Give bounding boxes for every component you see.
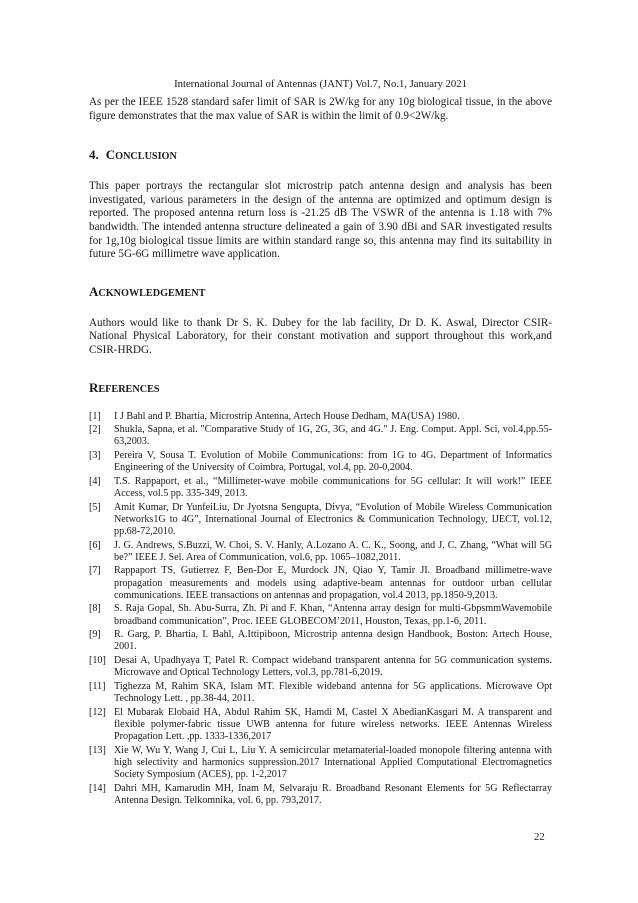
reference-text: I J Bahl and P. Bhartia, Microstrip Antenna, Artech House Dedham, MA(USA) 1980. [114, 410, 460, 422]
reference-item [89, 424, 552, 448]
conclusion-heading [89, 147, 552, 165]
references-title-rest: EFERENCES [98, 383, 160, 395]
acknowledgement-heading [89, 284, 552, 302]
reference-number: [1] [89, 410, 101, 422]
reference-text: Xie W, Wu Y, Wang J, Cui L, Liu Y. A semicircular metamaterial-loaded monopole filtering antenna with high selectivity and harmonics suppression.2017 International Applied Computational Electromagnetics Society Symposium (ACES), pp. 1-2,2017 [114, 744, 552, 780]
reference-text: Pereira V, Sousa T. Evolution of Mobile Communications: from 1G to 4G. Department of Informatics Engineering of the University of Coimbra, Portugal, vol.4, pp. 20-0,2004. [114, 450, 552, 474]
intro-paragraph: As per the IEEE 1528 standard safer limit of SAR is 2W/kg for any 10g biological tissue, in the above figure demonstrates that the max value of SAR is within the limit of 0.9<2W/kg. [89, 96, 552, 122]
reference-item [89, 707, 552, 743]
reference-text: S. Raja Gopal, Sh. Abu-Surra, Zh. Pi and F. Khan, “Antenna array design for multi-GbpsmmWavemobile broadband communication”, Proc. IEEE GLOBECOM’2011, Houston, Texas, pp.1-6, 2011. [114, 603, 552, 627]
reference-number: [6] [89, 539, 101, 551]
reference-number: [13] [89, 744, 106, 756]
reference-item [89, 655, 552, 679]
reference-item [89, 411, 552, 423]
reference-item [89, 502, 552, 538]
reference-number: [2] [89, 424, 101, 436]
reference-item [89, 540, 552, 564]
reference-item [89, 603, 552, 627]
references-title-initial: R [89, 379, 99, 395]
reference-item [89, 745, 552, 781]
reference-text: J. G. Andrews, S.Buzzi, W. Choi, S. V. Hanly, A.Lozano A. C. K., Soong, and J. C. Zhang, “What will 5G be?” IEEE J. Sel. Area of Communication, vol.6, pp. 1065–1082,2011. [114, 539, 552, 563]
page-content [89, 96, 552, 808]
reference-text: Amit Kumar, Dr YunfeiLiu, Dr Jyotsna Sengupta, Divya, “Evolution of Mobile Wireless Communication Networks1G to 4G”, International Journal of Electronics & Communication Technology, IJECT, vol.12, pp.68-72,2010. [114, 501, 552, 537]
reference-number: [14] [89, 782, 106, 794]
conclusion-number: 4. [89, 147, 99, 163]
reference-number: [5] [89, 501, 101, 513]
reference-item [89, 783, 552, 807]
reference-number: [8] [89, 603, 101, 615]
reference-number: [12] [89, 706, 106, 718]
reference-text: T.S. Rappaport, et al., “Millimeter-wave mobile communications for 5G cellular: It will work!” IEEE Access, vol.5 pp. 335-349, 2013. [114, 475, 552, 499]
reference-item [89, 450, 552, 474]
conclusion-paragraph: This paper portrays the rectangular slot microstrip patch antenna design and analysis has been investigated, various parameters in the design of the antenna are optimized and optimum design is reported. The proposed antenna return loss is -21.25 dB The VSWR of the antenna is 1.18 with 7% bandwidth. The intended antenna structure delineated a gain of 3.90 dBi and SAR investigated results for 1g,10g biological tissue limits are within standard range so, this antenna may find its suitability in future 5G-6G millimetre wave application. [89, 180, 552, 261]
reference-number: [9] [89, 629, 101, 641]
references-heading [89, 380, 552, 398]
acknowledgement-paragraph: Authors would like to thank Dr S. K. Dubey for the lab facility, Dr D. K. Aswal, Director CSIR-National Physical Laboratory, for their constant motivation and support throughout this work,and CSIR-HRDG. [89, 316, 552, 356]
reference-list [89, 411, 552, 807]
reference-item [89, 681, 552, 705]
reference-text: Rappaport TS, Gutierrez F, Ben-Dor E, Murdock JN, Qiao Y, Tamir JI. Broadband millimetre-wave propagation measurements and models using adaptive-beam antennas for outdoor urban cellular communications. IEEE transactions on antennas and propagation, vol.4 2013, pp.1850-9,2013. [114, 565, 552, 601]
acknowledgement-title-initial: A [89, 283, 99, 299]
reference-text: Dahri MH, Kamarudin MH, Inam M, Selvaraju R. Broadband Resonant Elements for 5G Reflectarray Antenna Design. Telkomnika, vol. 6, pp. 793,2017. [114, 782, 552, 806]
reference-item [89, 565, 552, 601]
reference-number: [4] [89, 475, 101, 487]
reference-number: [10] [89, 655, 106, 666]
reference-text: Desai A, Upadhyaya T, Patel R. Compact wideband transparent antenna for 5G communication systems. Microwave and Optical Technology Letters, vol.3, pp.781-6,2019. [114, 655, 552, 679]
acknowledgement-title-rest: CKNOWLEDGEMENT [98, 287, 206, 299]
reference-text: Tighezza M, Rahim SKA, Islam MT. Flexible wideband antenna for 5G applications. Microwave Opt Technology Lett. , pp.38-44, 2011. [114, 680, 552, 704]
reference-text: El Mubarak Elobaid HA, Abdul Rahim SK, Hamdi M, Castel X AbedianKasgari M. A transparent and flexible polymer-fabric tissue UWB antenna for future wireless networks. IEEE Antennas Wireless Propagation Lett. ,pp. 1333-1336,2017 [114, 706, 552, 742]
conclusion-title-rest: ONCLUSION [115, 151, 177, 163]
reference-number: [3] [89, 450, 101, 461]
reference-number: [7] [89, 565, 101, 577]
reference-text: Shukla, Sapna, et al. "Comparative Study of 1G, 2G, 3G, and 4G." J. Eng. Comput. Appl. Sci, vol.4,pp.55-63,2003. [114, 424, 552, 448]
running-header: International Journal of Antennas (JANT) Vol.7, No.1, January 2021 [174, 78, 467, 90]
reference-text: R. Garg, P. Bhartia, I. Bahl, A.Ittipiboon, Microstrip antenna design Handbook, Boston: Artech House, 2001. [114, 629, 552, 653]
page-number: 22 [534, 831, 545, 843]
reference-number: [11] [89, 680, 106, 692]
reference-item [89, 476, 552, 500]
conclusion-title-initial: C [105, 147, 116, 163]
reference-item [89, 629, 552, 653]
